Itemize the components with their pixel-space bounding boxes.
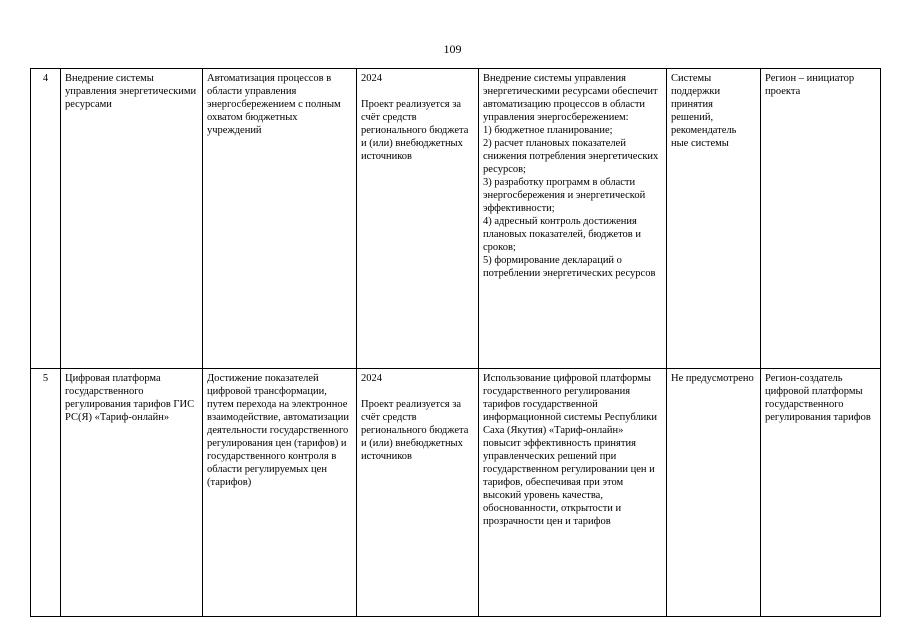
project-technology: Не предусмотрено [667, 369, 761, 617]
page-number: 109 [443, 42, 462, 56]
project-effect: Использование цифровой платформы государственного регулирования тарифов государственной информационной системы Республики Саха (Якутия) «Тариф-онлайн» повысит эффективность принятия управленческих решений при государственном регулировании цен и тарифов, обеспечивая при этом высокий уровень качества, обоснованности, открытости и прозрачности цен и тарифов [479, 369, 667, 617]
project-year: 2024 [361, 373, 382, 384]
project-funding: Проект реализуется за счёт средств регионального бюджета и (или) внебюджетных источников [361, 99, 469, 162]
project-timing [357, 69, 479, 369]
table-row [31, 69, 881, 369]
project-goal: Достижение показателей цифровой трансформации, путем перехода на электронное взаимодействие, автоматизации деятельности государственного регулирования цен (тарифов) и государственного контроля в области регулируемых цен (тарифов) [203, 369, 357, 617]
project-effect: Внедрение системы управления энергетическими ресурсами обеспечит автоматизацию процессов в области управления энергосбережением: 1) бюджетное планирование; 2) расчет плановых показателей снижения потребления энергетических ресурсов; 3) разработку программ в области энергосбережения и энергетической эффективности; 4) адресный контроль достижения плановых показателей, бюджетов и сроков; 5) формирование деклараций о потреблении энергетических ресурсов [479, 69, 667, 369]
project-goal: Автоматизация процессов в области управления энергосбережением с полным охватом бюджетных учреждений [203, 69, 357, 369]
row-number: 5 [31, 369, 61, 617]
project-name: Внедрение системы управления энергетическими ресурсами [61, 69, 203, 369]
project-name: Цифровая платформа государственного регулирования тарифов ГИС РС(Я) «Тариф-онлайн» [61, 369, 203, 617]
project-initiator: Регион – инициатор проекта [761, 69, 881, 369]
project-year: 2024 [361, 73, 382, 84]
project-technology: Системы поддержки принятия решений, рекомендатель ные системы [667, 69, 761, 369]
project-initiator: Регион-создатель цифровой платформы государственного регулирования тарифов [761, 369, 881, 617]
table-row [31, 369, 881, 617]
row-number: 4 [31, 69, 61, 369]
project-timing [357, 369, 479, 617]
projects-table [30, 68, 881, 617]
project-funding: Проект реализуется за счёт средств регионального бюджета и (или) внебюджетных источников [361, 399, 469, 462]
